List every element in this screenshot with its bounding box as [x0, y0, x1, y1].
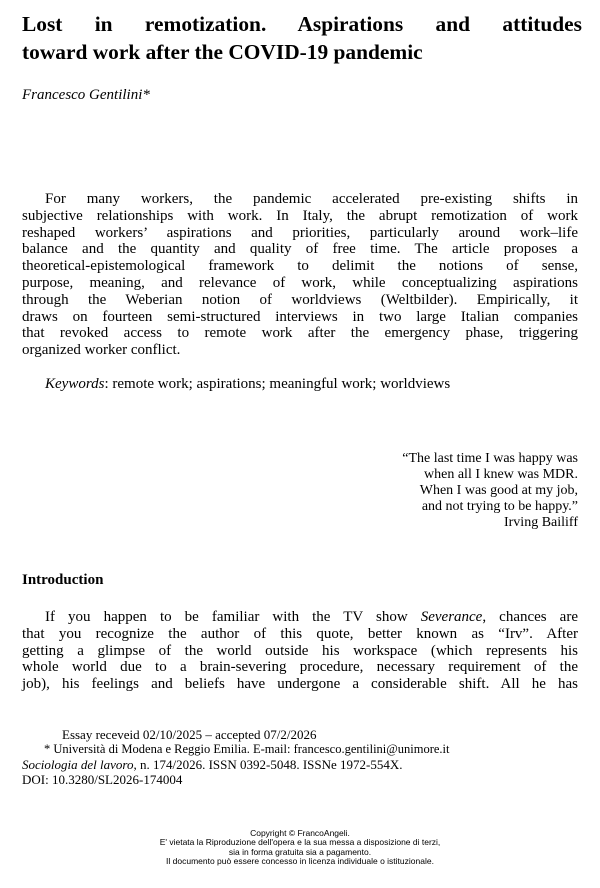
abstract-line: that revoked access to remote work after the emergency phase, triggering — [22, 325, 578, 342]
paper-title — [22, 10, 582, 66]
introduction-body — [22, 609, 578, 693]
abstract-line: For many workers, the pandemic accelerated pre-existing shifts in — [45, 191, 578, 207]
abstract-line: balance and the quantity and quality of free time. The article proposes a — [22, 241, 578, 258]
copyright-line: E' vietata la Riproduzione dell'opera e la sua messa a disposizione di terzi, — [159, 837, 441, 848]
body-line: that you recognize the author of this quote, better known as “Irv”. After — [22, 625, 578, 642]
epigraph-line: “The last time I was happy was — [402, 451, 578, 466]
copyright-notice — [0, 829, 600, 867]
received-date: Essay receveid 02/10/2025 – accepted 07/2/2026 — [62, 727, 317, 742]
epigraph-line: when all I knew was MDR. — [424, 467, 578, 482]
copyright-line: Il documento può essere concesso in licenza individuale o istituzionale. — [166, 856, 434, 867]
epigraph-line: When I was good at my job, — [419, 483, 578, 498]
author-affiliation: * Università di Modena e Reggio Emilia. E-mail: francesco.gentilini@unimore.it — [44, 742, 450, 756]
keywords — [45, 376, 450, 393]
copyright-line: Copyright © FrancoAngeli. — [250, 828, 350, 838]
epigraph-attribution: Irving Bailiff — [503, 515, 578, 530]
abstract-line: subjective relationships with work. In Italy, the abrupt remotization of work — [22, 207, 578, 224]
body-text-segment: If you happen to be familiar with the TV show — [45, 609, 421, 625]
abstract — [22, 191, 578, 359]
author-name: Francesco Gentilini* — [22, 87, 150, 103]
body-line: whole world due to a brain-severing procedure, necessary requirement of the — [22, 659, 578, 676]
journal-name: Sociologia del lavoro — [22, 757, 134, 772]
abstract-line: theoretical-epistemological framework to delimit the notions of sense, — [22, 258, 578, 275]
epigraph-quote — [402, 451, 578, 531]
epigraph-line: and not trying to be happy.” — [421, 499, 578, 514]
copyright-line: sia in forma gratuita sia a pagamento. — [228, 846, 372, 857]
body-text-segment: , chances are — [482, 609, 578, 625]
journal-issue: , n. 174/2026. ISSN 0392-5048. ISSNe 1972-554X. — [133, 757, 403, 772]
keywords-text: : remote work; aspirations; meaningful work; worldviews — [104, 376, 451, 392]
body-line — [22, 609, 578, 626]
abstract-line: draws on fourteen semi-structured interviews in two large Italian companies — [22, 308, 578, 325]
doi: DOI: 10.3280/SL2026-174004 — [22, 772, 183, 787]
abstract-line: organized worker conflict. — [22, 342, 181, 359]
footnotes — [22, 727, 578, 787]
title-line-1: Lost in remotization. Aspirations and attitudes — [22, 12, 582, 36]
journal-citation — [22, 757, 578, 772]
title-line-2: toward work after the COVID-19 pandemic — [22, 40, 423, 64]
keywords-label: Keywords — [45, 376, 105, 392]
body-line: getting a glimpse of the world outside his workspace (which represents his — [22, 642, 578, 659]
body-line: job), his feelings and beliefs have undergone a considerable shift. All he has — [22, 676, 578, 693]
abstract-line: reshaped workers’ aspirations and priorities, particularly around work–life — [22, 224, 578, 241]
abstract-line: through the Weberian notion of worldviews (Weltbilder). Empirically, it — [22, 291, 578, 308]
show-title: Severance — [420, 609, 483, 625]
section-heading-introduction: Introduction — [22, 572, 104, 588]
abstract-line: purpose, meaning, and relevance of work, while conceptualizing aspirations — [22, 274, 578, 291]
